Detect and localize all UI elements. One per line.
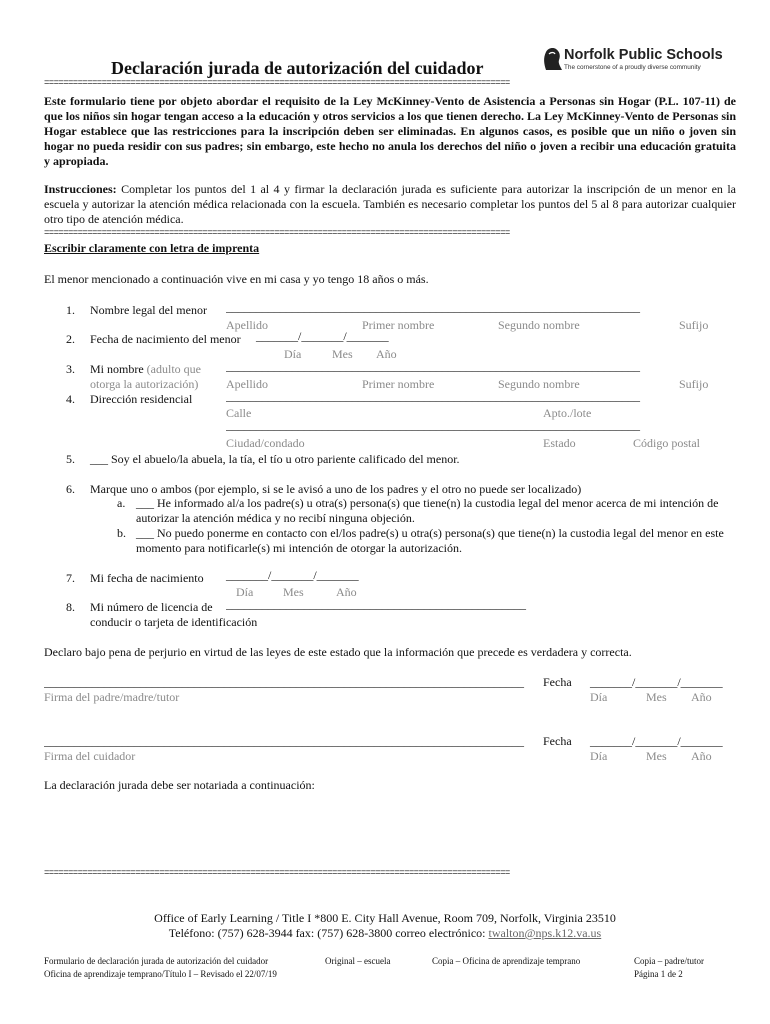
intro-paragraph: Este formulario tiene por objeto abordar el requisito de la Ley McKinney-Vento de Asistencia a Personas sin Hogar (P.L. 107-11) de que los niños sin hogar tengan acceso a la educación y otros servicios a los que tienen derecho. La Ley McKinney-Vento de Personas sin Hogar establece que las restricciones para la inscripción deben ser eliminadas. En algunos casos, es posible que un niño o joven sin hogar no pueda residir con sus padres; sin embargo, este hecho no anula los derechos del niño o joven a recibir una educación gratuita y apropiada. bbox=[44, 94, 736, 168]
office-contact bbox=[0, 926, 770, 941]
sub-label-suffix: Sufijo bbox=[679, 318, 709, 332]
item-2-number: 2. bbox=[66, 332, 75, 346]
my-name-note-2: otorga la autorización) bbox=[90, 377, 199, 391]
sub-label-apt: Apto./lote bbox=[543, 406, 592, 420]
sub-label-first-name-2: Primer nombre bbox=[362, 377, 435, 391]
notary-instruction: La declaración jurada debe ser notariada a continuación: bbox=[44, 778, 315, 792]
item-8-label: Mi número de licencia de bbox=[90, 600, 213, 614]
sub-label-first-name: Primer nombre bbox=[362, 318, 435, 332]
sub-label-year-4: Año bbox=[691, 749, 712, 763]
school-logo bbox=[540, 46, 740, 76]
lives-with-statement: El menor mencionado a continuación vive en mi casa y yo tengo 18 años o más. bbox=[44, 272, 429, 286]
sub-label-middle-name-2: Segundo nombre bbox=[498, 377, 580, 391]
item-5-number: 5. bbox=[66, 452, 75, 466]
instructions-label: Instrucciones: bbox=[44, 182, 117, 196]
license-number-field[interactable]: __________________________________________________ bbox=[226, 597, 526, 611]
item-3-number: 3. bbox=[66, 362, 75, 376]
sub-label-day: Día bbox=[284, 347, 302, 361]
sub-label-year-3: Año bbox=[691, 690, 712, 704]
separator-top: ================================================================================================= bbox=[44, 78, 510, 88]
item-7-label: Mi fecha de nacimiento bbox=[90, 571, 204, 585]
item-4-number: 4. bbox=[66, 392, 75, 406]
child-birthdate-field[interactable]: _______/_______/_______ bbox=[256, 329, 389, 343]
separator-mid: ================================================================================================= bbox=[44, 228, 510, 238]
instructions-paragraph bbox=[44, 182, 736, 227]
footer-copy-office: Copia – Oficina de aprendizaje temprano bbox=[432, 956, 581, 966]
informed-parents-checkbox-item[interactable]: ___ He informado al/a los padre(s) u otra(s) persona(s) que tiene(n) la custodia legal del menor acerca de mi intención de autorizar la atención médica y no recibí ninguna objeción. bbox=[136, 496, 719, 525]
sub-label-day-3: Día bbox=[590, 690, 608, 704]
cannot-contact-checkbox-item[interactable]: ___ No puedo ponerme en contacto con el/los padre(s) u otra(s) persona(s) que tiene(n) la custodia legal del menor en este momento para notificarle(s) mi intención de otorgar la autorización. bbox=[136, 526, 724, 555]
sub-label-year-2: Año bbox=[336, 585, 357, 599]
print-clearly-heading: Escribir claramente con letra de imprenta bbox=[44, 241, 260, 255]
my-name-label: Mi nombre bbox=[90, 362, 144, 376]
sub-label-day-4: Día bbox=[590, 749, 608, 763]
item-7-number: 7. bbox=[66, 571, 75, 585]
logo-icon bbox=[540, 46, 564, 72]
city-address-field[interactable]: _____________________________________________________________________ bbox=[226, 418, 640, 432]
sub-label-last-name-2: Apellido bbox=[226, 377, 268, 391]
item-3-label bbox=[90, 362, 201, 377]
caregiver-date-label: Fecha bbox=[543, 734, 572, 748]
item-1-label: Nombre legal del menor bbox=[90, 303, 207, 317]
logo-name: Norfolk Public Schools bbox=[564, 47, 723, 63]
relative-checkbox-item[interactable]: ___ Soy el abuelo/la abuela, la tía, el tío u otro pariente calificado del menor. bbox=[90, 452, 460, 466]
sub-label-month: Mes bbox=[332, 347, 353, 361]
footer-revision: Oficina de aprendizaje temprano/Título I – Revisado el 22/07/19 bbox=[44, 969, 277, 979]
sub-label-month-4: Mes bbox=[646, 749, 667, 763]
sub-label-suffix-2: Sufijo bbox=[679, 377, 709, 391]
office-address: Office of Early Learning / Title I *800 E. City Hall Avenue, Room 709, Norfolk, Virginia 23510 bbox=[154, 911, 616, 925]
caregiver-date-field[interactable]: _______/_______/_______ bbox=[590, 734, 723, 748]
sub-label-month-3: Mes bbox=[646, 690, 667, 704]
item-6-number: 6. bbox=[66, 482, 75, 496]
footer-page-number: Página 1 de 2 bbox=[634, 969, 683, 979]
street-address-field[interactable]: _____________________________________________________________________ bbox=[226, 389, 640, 403]
item-6a-label: a. bbox=[117, 496, 126, 510]
my-name-field[interactable]: _____________________________________________________________________ bbox=[226, 359, 640, 373]
item-2-label: Fecha de nacimiento del menor bbox=[90, 332, 241, 346]
footer-original: Original – escuela bbox=[325, 956, 391, 966]
perjury-statement: Declaro bajo pena de perjurio en virtud de las leyes de este estado que la información que precede es verdadera y correcta. bbox=[44, 645, 632, 659]
parent-signature-label: Firma del padre/madre/tutor bbox=[44, 690, 180, 704]
sub-label-last-name: Apellido bbox=[226, 318, 268, 332]
office-email-link[interactable]: twalton@nps.k12.va.us bbox=[488, 926, 602, 940]
item-6b-label: b. bbox=[117, 526, 126, 540]
sub-label-zip: Código postal bbox=[633, 436, 701, 450]
footer-form-name: Formulario de declaración jurada de autorización del cuidador bbox=[44, 956, 269, 966]
sub-label-middle-name: Segundo nombre bbox=[498, 318, 580, 332]
caregiver-signature-label: Firma del cuidador bbox=[44, 749, 136, 763]
my-birthdate-field[interactable]: _______/_______/_______ bbox=[226, 568, 359, 582]
footer-copy-parent: Copia – padre/tutor bbox=[634, 956, 704, 966]
parent-date-label: Fecha bbox=[543, 675, 572, 689]
caregiver-signature-field[interactable]: ________________________________________________________________________________ bbox=[44, 734, 524, 748]
sub-label-month-2: Mes bbox=[283, 585, 304, 599]
sub-label-city: Ciudad/condado bbox=[226, 436, 305, 450]
item-6-text: Marque uno o ambos (por ejemplo, si se le avisó a uno de los padres y el otro no puede ser localizado) bbox=[90, 482, 582, 496]
child-name-field[interactable]: _____________________________________________________________________ bbox=[226, 300, 640, 314]
item-8-number: 8. bbox=[66, 600, 75, 614]
sub-label-year: Año bbox=[376, 347, 397, 361]
item-8-label-2: conducir o tarjeta de identificación bbox=[90, 615, 258, 629]
parent-date-field[interactable]: _______/_______/_______ bbox=[590, 675, 723, 689]
sub-label-street: Calle bbox=[226, 406, 252, 420]
office-phone-fax: Teléfono: (757) 628-3944 fax: (757) 628-3800 correo electrónico: bbox=[168, 926, 489, 940]
item-4-label: Dirección residencial bbox=[90, 392, 193, 406]
page-title: Declaración jurada de autorización del cuidador bbox=[111, 58, 484, 78]
instructions-text: Completar los puntos del 1 al 4 y firmar la declaración jurada es suficiente para autorizar la inscripción de un menor en la escuela y autorizar la atención médica relacionada con la escuela. También es necesario completar los puntos del 5 al 8 para autorizar cualquier otro tipo de atención médica. bbox=[44, 182, 736, 226]
sub-label-state: Estado bbox=[543, 436, 576, 450]
item-1-number: 1. bbox=[66, 303, 75, 317]
parent-signature-field[interactable]: ________________________________________________________________________________ bbox=[44, 675, 524, 689]
sub-label-day-2: Día bbox=[236, 585, 254, 599]
separator-bottom: ================================================================================================= bbox=[44, 868, 510, 878]
my-name-note: (adulto que bbox=[146, 362, 201, 376]
logo-tagline: The cornerstone of a proudly diverse community bbox=[564, 64, 701, 71]
